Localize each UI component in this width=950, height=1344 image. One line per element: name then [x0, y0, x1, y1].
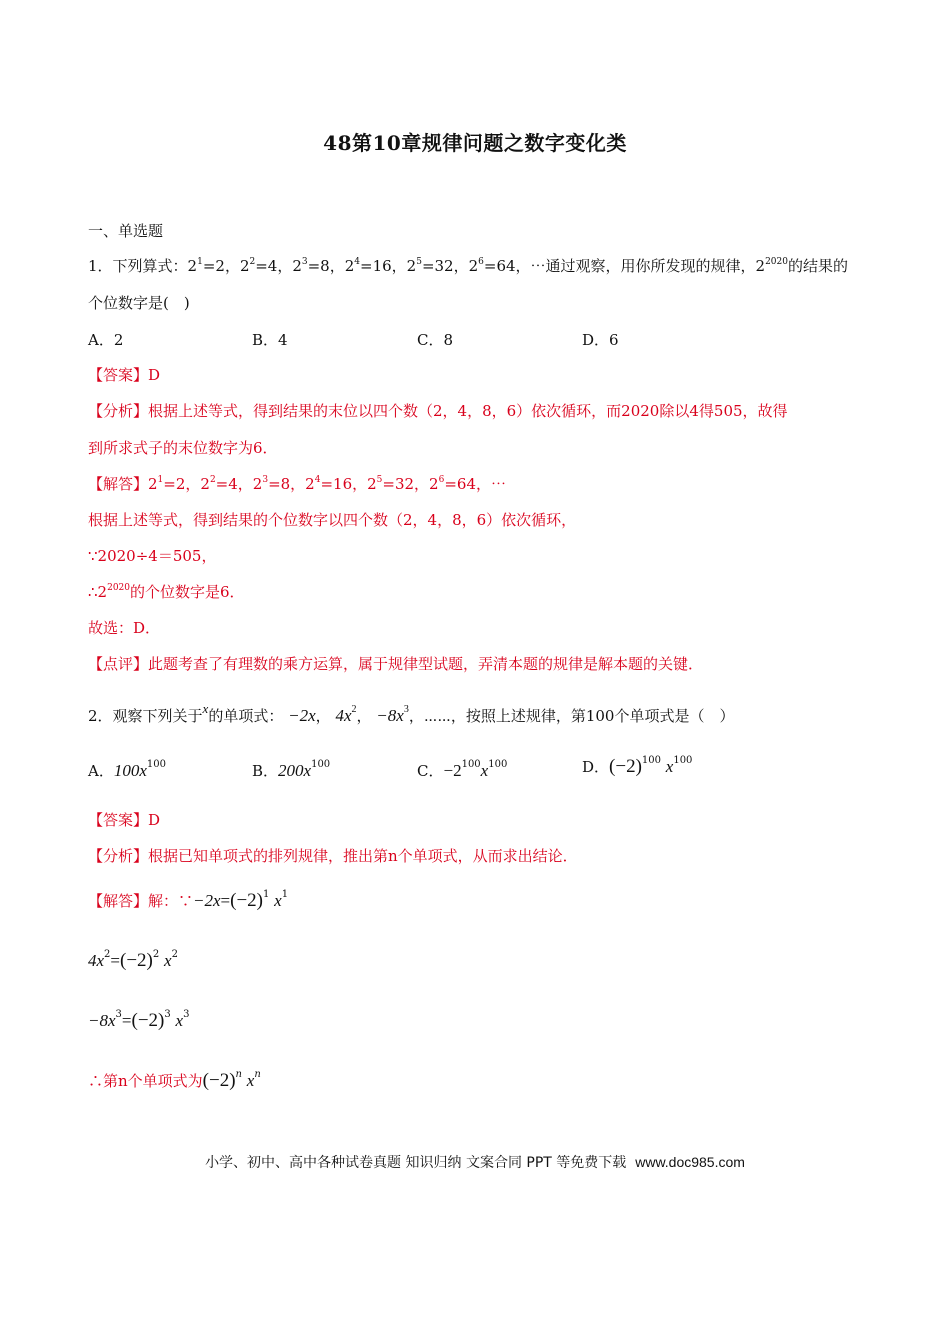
q2-monomial-3: $-8x^3$ — [376, 704, 409, 725]
q1-solution-line-3: ∵2020÷4＝505， — [88, 547, 217, 565]
q1-comment: 【点评】此题考查了有理数的乘方运算，属于规律型试题，弄清本题的规律是解本题的关键． — [88, 655, 704, 673]
q2-option-d: D．$(-2)^{100}$ $x^{100}$ — [582, 755, 693, 777]
q2-answer: 【答案】D — [88, 811, 161, 829]
q2-conclusion: ∴第n个单项式为$(-2)^n$ $x^n$ — [88, 1069, 261, 1091]
footer-text: 小学、初中、高中各种试卷真题 知识归纳 文案合同 PPT 等免费下载 — [205, 1155, 627, 1171]
q2-monomial-1: −2x — [288, 706, 316, 725]
q1-solution-line-4: $\therefore 2^{2020}$的个位数字是6． — [88, 583, 245, 601]
q2-option-a: A．$100x^{100}$ — [88, 759, 166, 780]
q1-solution-line-2: 根据上述等式，得到结果的个位数字以四个数（2，4，8，6）依次循环， — [88, 511, 577, 529]
q2-solution-row-2: $4x^2=(-2)^2$ $x^2$ — [88, 949, 178, 971]
q2-stem: 2．观察下列关于x的单项式： −2x， $4x^2$， $-8x^3$，⋯⋯，按照上述规律，第100个单项式是（ ） — [88, 701, 735, 725]
q1-option-c: C．8 — [417, 331, 454, 349]
page-title: 48第10章规律问题之数字变化类 — [323, 131, 627, 155]
q1-stem-line-2: 个位数字是( ) — [88, 294, 190, 312]
q2-analysis: 【分析】根据已知单项式的排列规律，推出第n个单项式，从而求出结论． — [88, 847, 578, 865]
q2-option-c: C．$-2^{100}x^{100}$ — [417, 759, 508, 780]
q1-solution-line-5: 故选：D． — [88, 619, 161, 637]
q1-analysis-line-2: 到所求式子的末位数字为6． — [88, 439, 278, 457]
footer-url[interactable]: www.doc985.com — [635, 1154, 745, 1170]
q2-option-b: B．$200x^{100}$ — [252, 759, 331, 780]
q2-monomial-2: $4x^2$ — [335, 704, 357, 725]
q1-option-b: B．4 — [252, 331, 288, 349]
q2-solution-row-1: 【解答】解：$\because-2x=(-2)^1$ $x^1$ — [88, 889, 289, 911]
page-footer — [0, 1152, 950, 1172]
section-heading: 一、单选题 — [88, 222, 164, 240]
q1-analysis-line-1: 【分析】根据上述等式，得到结果的末位以四个数（2，4，8，6）依次循环，而2020除以4得505，故得 — [88, 402, 788, 420]
q1-stem-line-1: 1．下列算式：$2^1=2$，$2^2=4$，$2^3=8$，$2^4=16$，$2^5=32$，$2^6=64$，⋯通过观察，用你所发现的规律，$2^{2020}$的结果的 — [88, 257, 848, 275]
q1-option-d: D．6 — [582, 331, 619, 349]
q1-answer: 【答案】D — [88, 366, 161, 384]
q1-option-a: A．2 — [88, 331, 124, 349]
q2-solution-row-3: $-8x^3=(-2)^3$ $x^3$ — [88, 1009, 190, 1031]
q1-solution-line-1: 【解答】$2^1=2$，$2^2=4$，$2^3=8$，$2^4=16$，$2^5=32$，$2^6=64$，⋯ — [88, 475, 506, 493]
